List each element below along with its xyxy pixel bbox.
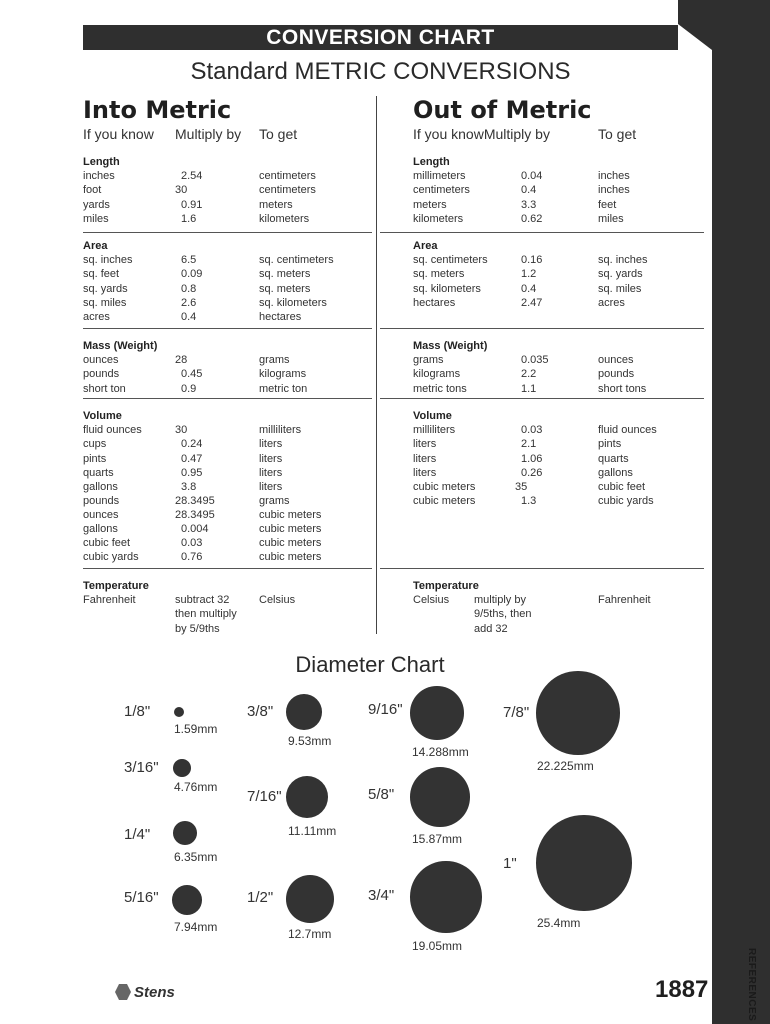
unit-to: gallons — [598, 466, 633, 479]
section-title: Length — [413, 156, 450, 168]
diameter-mm-label: 6.35mm — [174, 850, 218, 864]
unit-to: cubic meters — [259, 508, 322, 521]
unit-to: sq. yards — [598, 268, 643, 281]
diameter-fraction-label: 1" — [503, 855, 517, 872]
factor: 2.54 — [181, 170, 203, 183]
logo-hex-icon — [115, 984, 131, 1000]
unit-from: liters — [413, 466, 437, 479]
unit-from: grams — [413, 354, 444, 367]
factor: 0.03 — [181, 537, 203, 550]
unit-from: hectares — [413, 296, 456, 309]
unit-to: fluid ounces — [598, 424, 657, 437]
into-col-multiply: Multiply by — [175, 126, 242, 142]
unit-to: cubic yards — [598, 494, 654, 507]
unit-from: cubic yards — [83, 551, 139, 564]
unit-to: pints — [598, 438, 622, 451]
unit-from: metric tons — [413, 382, 467, 395]
unit-to: cubic meters — [259, 551, 322, 564]
diameter-fraction-label: 7/16" — [247, 788, 282, 805]
unit-to: centimeters — [259, 184, 316, 197]
factor: subtract 32 — [175, 594, 230, 607]
unit-from: sq. yards — [83, 282, 128, 295]
unit-from: liters — [413, 452, 437, 465]
into-col-get: To get — [259, 126, 298, 142]
diameter-mm-label: 1.59mm — [174, 722, 218, 736]
unit-to: sq. kilometers — [259, 296, 327, 309]
section-title: Area — [83, 240, 108, 252]
unit-to: miles — [598, 212, 624, 225]
factor: 0.95 — [181, 466, 203, 479]
unit-to: Fahrenheit — [598, 594, 651, 607]
unit-from: pounds — [83, 494, 120, 507]
unit-to: cubic meters — [259, 523, 322, 535]
factor: 30 — [175, 184, 188, 197]
unit-to: ounces — [598, 354, 634, 367]
unit-to: grams — [259, 354, 290, 367]
section-title: Volume — [83, 410, 122, 422]
factor: add 32 — [474, 622, 508, 635]
factor: 1.2 — [521, 268, 537, 281]
unit-from: acres — [83, 310, 110, 323]
section-title: Volume — [413, 410, 452, 422]
diameter-fraction-label: 3/8" — [247, 703, 274, 720]
diameter-mm-label: 15.87mm — [412, 832, 463, 846]
diameter-fraction-label: 5/8" — [368, 786, 395, 803]
unit-from: sq. miles — [83, 296, 127, 309]
section-rule — [380, 328, 704, 329]
unit-from: meters — [413, 198, 447, 211]
unit-to: inches — [598, 184, 630, 197]
page-title: CONVERSION CHART — [83, 25, 678, 50]
diameter-circle — [536, 671, 619, 754]
factor: 0.4 — [521, 184, 537, 197]
section-title: Temperature — [83, 580, 149, 592]
factor: 2.6 — [181, 296, 197, 309]
factor: 0.035 — [521, 354, 549, 367]
section-rule — [83, 328, 372, 329]
factor: 9/5ths, then — [474, 608, 532, 621]
unit-to: sq. inches — [598, 254, 648, 267]
factor: 0.004 — [181, 523, 209, 535]
diameter-mm-label: 22.225mm — [537, 759, 594, 773]
unit-to: cubic meters — [259, 537, 322, 550]
unit-to: grams — [259, 494, 290, 507]
unit-from: ounces — [83, 354, 119, 367]
unit-to: cubic feet — [598, 480, 646, 493]
diameter-circle — [286, 694, 322, 730]
unit-from: sq. centimeters — [413, 254, 488, 267]
factor: 0.4 — [181, 310, 197, 323]
diameter-circle — [410, 767, 470, 827]
unit-to: hectares — [259, 310, 302, 323]
unit-from: pounds — [83, 368, 120, 381]
factor: 30 — [175, 424, 188, 437]
diameter-circle — [410, 686, 464, 740]
diameter-mm-label: 19.05mm — [412, 939, 463, 953]
logo-text: Stens — [134, 983, 175, 1001]
unit-to: meters — [259, 198, 293, 211]
factor: 3.3 — [521, 198, 537, 211]
unit-from: centimeters — [413, 184, 470, 197]
unit-to: sq. centimeters — [259, 254, 334, 267]
diameter-fraction-label: 1/4" — [124, 826, 151, 843]
factor: by 5/9ths — [175, 622, 220, 635]
unit-from: cubic meters — [413, 480, 476, 493]
factor: 1.1 — [521, 382, 537, 395]
unit-from: gallons — [83, 523, 118, 535]
section-title: Area — [413, 240, 438, 252]
factor: 0.24 — [181, 438, 203, 451]
section-rule — [380, 568, 704, 569]
unit-from: inches — [83, 170, 115, 183]
diameter-circle — [172, 885, 202, 915]
section-title: Mass (Weight) — [413, 340, 488, 352]
diameter-fraction-label: 7/8" — [503, 704, 530, 721]
unit-to: inches — [598, 170, 630, 183]
factor: 3.8 — [181, 480, 197, 493]
diameter-fraction-label: 9/16" — [368, 701, 403, 718]
unit-from: cubic feet — [83, 537, 131, 550]
unit-from: quarts — [83, 466, 114, 479]
factor: 0.03 — [521, 424, 543, 437]
column-divider — [376, 96, 377, 634]
factor: 0.91 — [181, 198, 203, 211]
unit-from: ounces — [83, 508, 119, 521]
unit-from: liters — [413, 438, 437, 451]
unit-from: fluid ounces — [83, 424, 142, 437]
factor: 2.1 — [521, 438, 537, 451]
sidebar-band — [712, 0, 770, 1024]
stens-logo — [115, 982, 175, 1002]
factor: 0.45 — [181, 368, 203, 381]
unit-to: sq. meters — [259, 268, 311, 281]
unit-from: cups — [83, 438, 107, 451]
unit-from: sq. meters — [413, 268, 465, 281]
unit-to: quarts — [598, 452, 629, 465]
diameter-circle — [174, 707, 184, 717]
into-metric-heading: Into Metric — [83, 96, 232, 124]
diameter-mm-label: 14.288mm — [412, 745, 469, 759]
factor: 2.47 — [521, 296, 543, 309]
unit-to: pounds — [598, 368, 635, 381]
diameter-circle — [173, 759, 191, 777]
diameter-circle — [286, 776, 328, 818]
unit-from: kilometers — [413, 212, 464, 225]
factor: 1.3 — [521, 494, 537, 507]
section-rule — [380, 398, 704, 399]
out-of-metric-heading: Out of Metric — [413, 96, 592, 124]
unit-to: short tons — [598, 382, 647, 395]
diameter-fraction-label: 3/4" — [368, 887, 395, 904]
page-subtitle: Standard METRIC CONVERSIONS — [190, 58, 571, 85]
factor: 0.16 — [521, 254, 543, 267]
unit-from: sq. feet — [83, 268, 120, 281]
factor: 0.9 — [181, 382, 197, 395]
factor: 0.04 — [521, 170, 543, 183]
factor: 0.76 — [181, 551, 203, 564]
diameter-fraction-label: 1/2" — [247, 889, 274, 906]
unit-from: millimeters — [413, 170, 466, 183]
diameter-mm-label: 25.4mm — [537, 916, 581, 930]
factor: 0.8 — [181, 282, 197, 295]
unit-to: sq. meters — [259, 282, 311, 295]
unit-from: short ton — [83, 382, 126, 395]
diameter-circle — [173, 821, 197, 845]
diameter-mm-label: 11.11mm — [288, 824, 337, 838]
diameter-circle — [410, 861, 481, 932]
unit-to: kilograms — [259, 368, 307, 381]
unit-to: feet — [598, 198, 617, 211]
unit-to: liters — [259, 438, 283, 451]
section-rule — [83, 568, 372, 569]
unit-from: sq. inches — [83, 254, 133, 267]
out-col-get: To get — [598, 126, 637, 142]
diameter-fraction-label: 1/8" — [124, 703, 151, 720]
factor: 1.6 — [181, 212, 197, 225]
factor: multiply by — [474, 594, 526, 607]
diameter-mm-label: 7.94mm — [174, 920, 218, 934]
unit-to: milliliters — [259, 424, 302, 437]
references-tab-label: REFERENCES — [746, 948, 757, 1022]
factor: 0.09 — [181, 268, 203, 281]
unit-from: yards — [83, 198, 110, 211]
unit-from: Celsius — [413, 594, 450, 607]
unit-from: miles — [83, 212, 109, 225]
unit-from: Fahrenheit — [83, 594, 136, 607]
into-col-know: If you know — [83, 126, 154, 142]
unit-to: Celsius — [259, 594, 296, 607]
factor: then multiply — [175, 608, 237, 621]
unit-to: metric ton — [259, 382, 308, 395]
diameter-chart-title: Diameter Chart — [295, 652, 445, 677]
unit-from: milliliters — [413, 424, 456, 437]
unit-from: sq. kilometers — [413, 282, 481, 295]
header-notch — [678, 0, 712, 50]
unit-from: pints — [83, 452, 107, 465]
diameter-fraction-label: 3/16" — [124, 759, 159, 776]
factor: 0.47 — [181, 452, 203, 465]
unit-from: gallons — [83, 480, 118, 493]
factor: 2.2 — [521, 368, 537, 381]
diameter-fraction-label: 5/16" — [124, 889, 159, 906]
diameter-circle — [536, 815, 631, 910]
section-title: Mass (Weight) — [83, 340, 158, 352]
section-rule — [83, 398, 372, 399]
section-title: Temperature — [413, 580, 479, 592]
unit-to: kilometers — [259, 212, 310, 225]
factor: 1.06 — [521, 452, 543, 465]
factor: 6.5 — [181, 254, 197, 267]
unit-from: foot — [83, 184, 102, 197]
diameter-mm-label: 12.7mm — [288, 927, 332, 941]
factor: 28.3495 — [175, 508, 215, 521]
unit-to: liters — [259, 452, 283, 465]
unit-from: kilograms — [413, 368, 461, 381]
unit-to: liters — [259, 480, 283, 493]
section-title: Length — [83, 156, 120, 168]
diameter-mm-label: 4.76mm — [174, 780, 218, 794]
unit-from: cubic meters — [413, 494, 476, 507]
factor: 0.4 — [521, 282, 537, 295]
factor: 0.62 — [521, 212, 543, 225]
section-rule — [83, 232, 372, 233]
unit-to: liters — [259, 466, 283, 479]
factor: 28.3495 — [175, 494, 215, 507]
factor: 35 — [515, 480, 528, 493]
section-rule — [380, 232, 704, 233]
unit-to: acres — [598, 296, 625, 309]
factor: 28 — [175, 354, 188, 367]
diameter-circle — [286, 875, 334, 923]
unit-to: sq. miles — [598, 282, 642, 295]
out-col-know: If you knowMultiply by — [413, 126, 550, 142]
factor: 0.26 — [521, 466, 543, 479]
diameter-mm-label: 9.53mm — [288, 734, 332, 748]
unit-to: centimeters — [259, 170, 316, 183]
page-number: 1887 — [655, 976, 709, 1003]
